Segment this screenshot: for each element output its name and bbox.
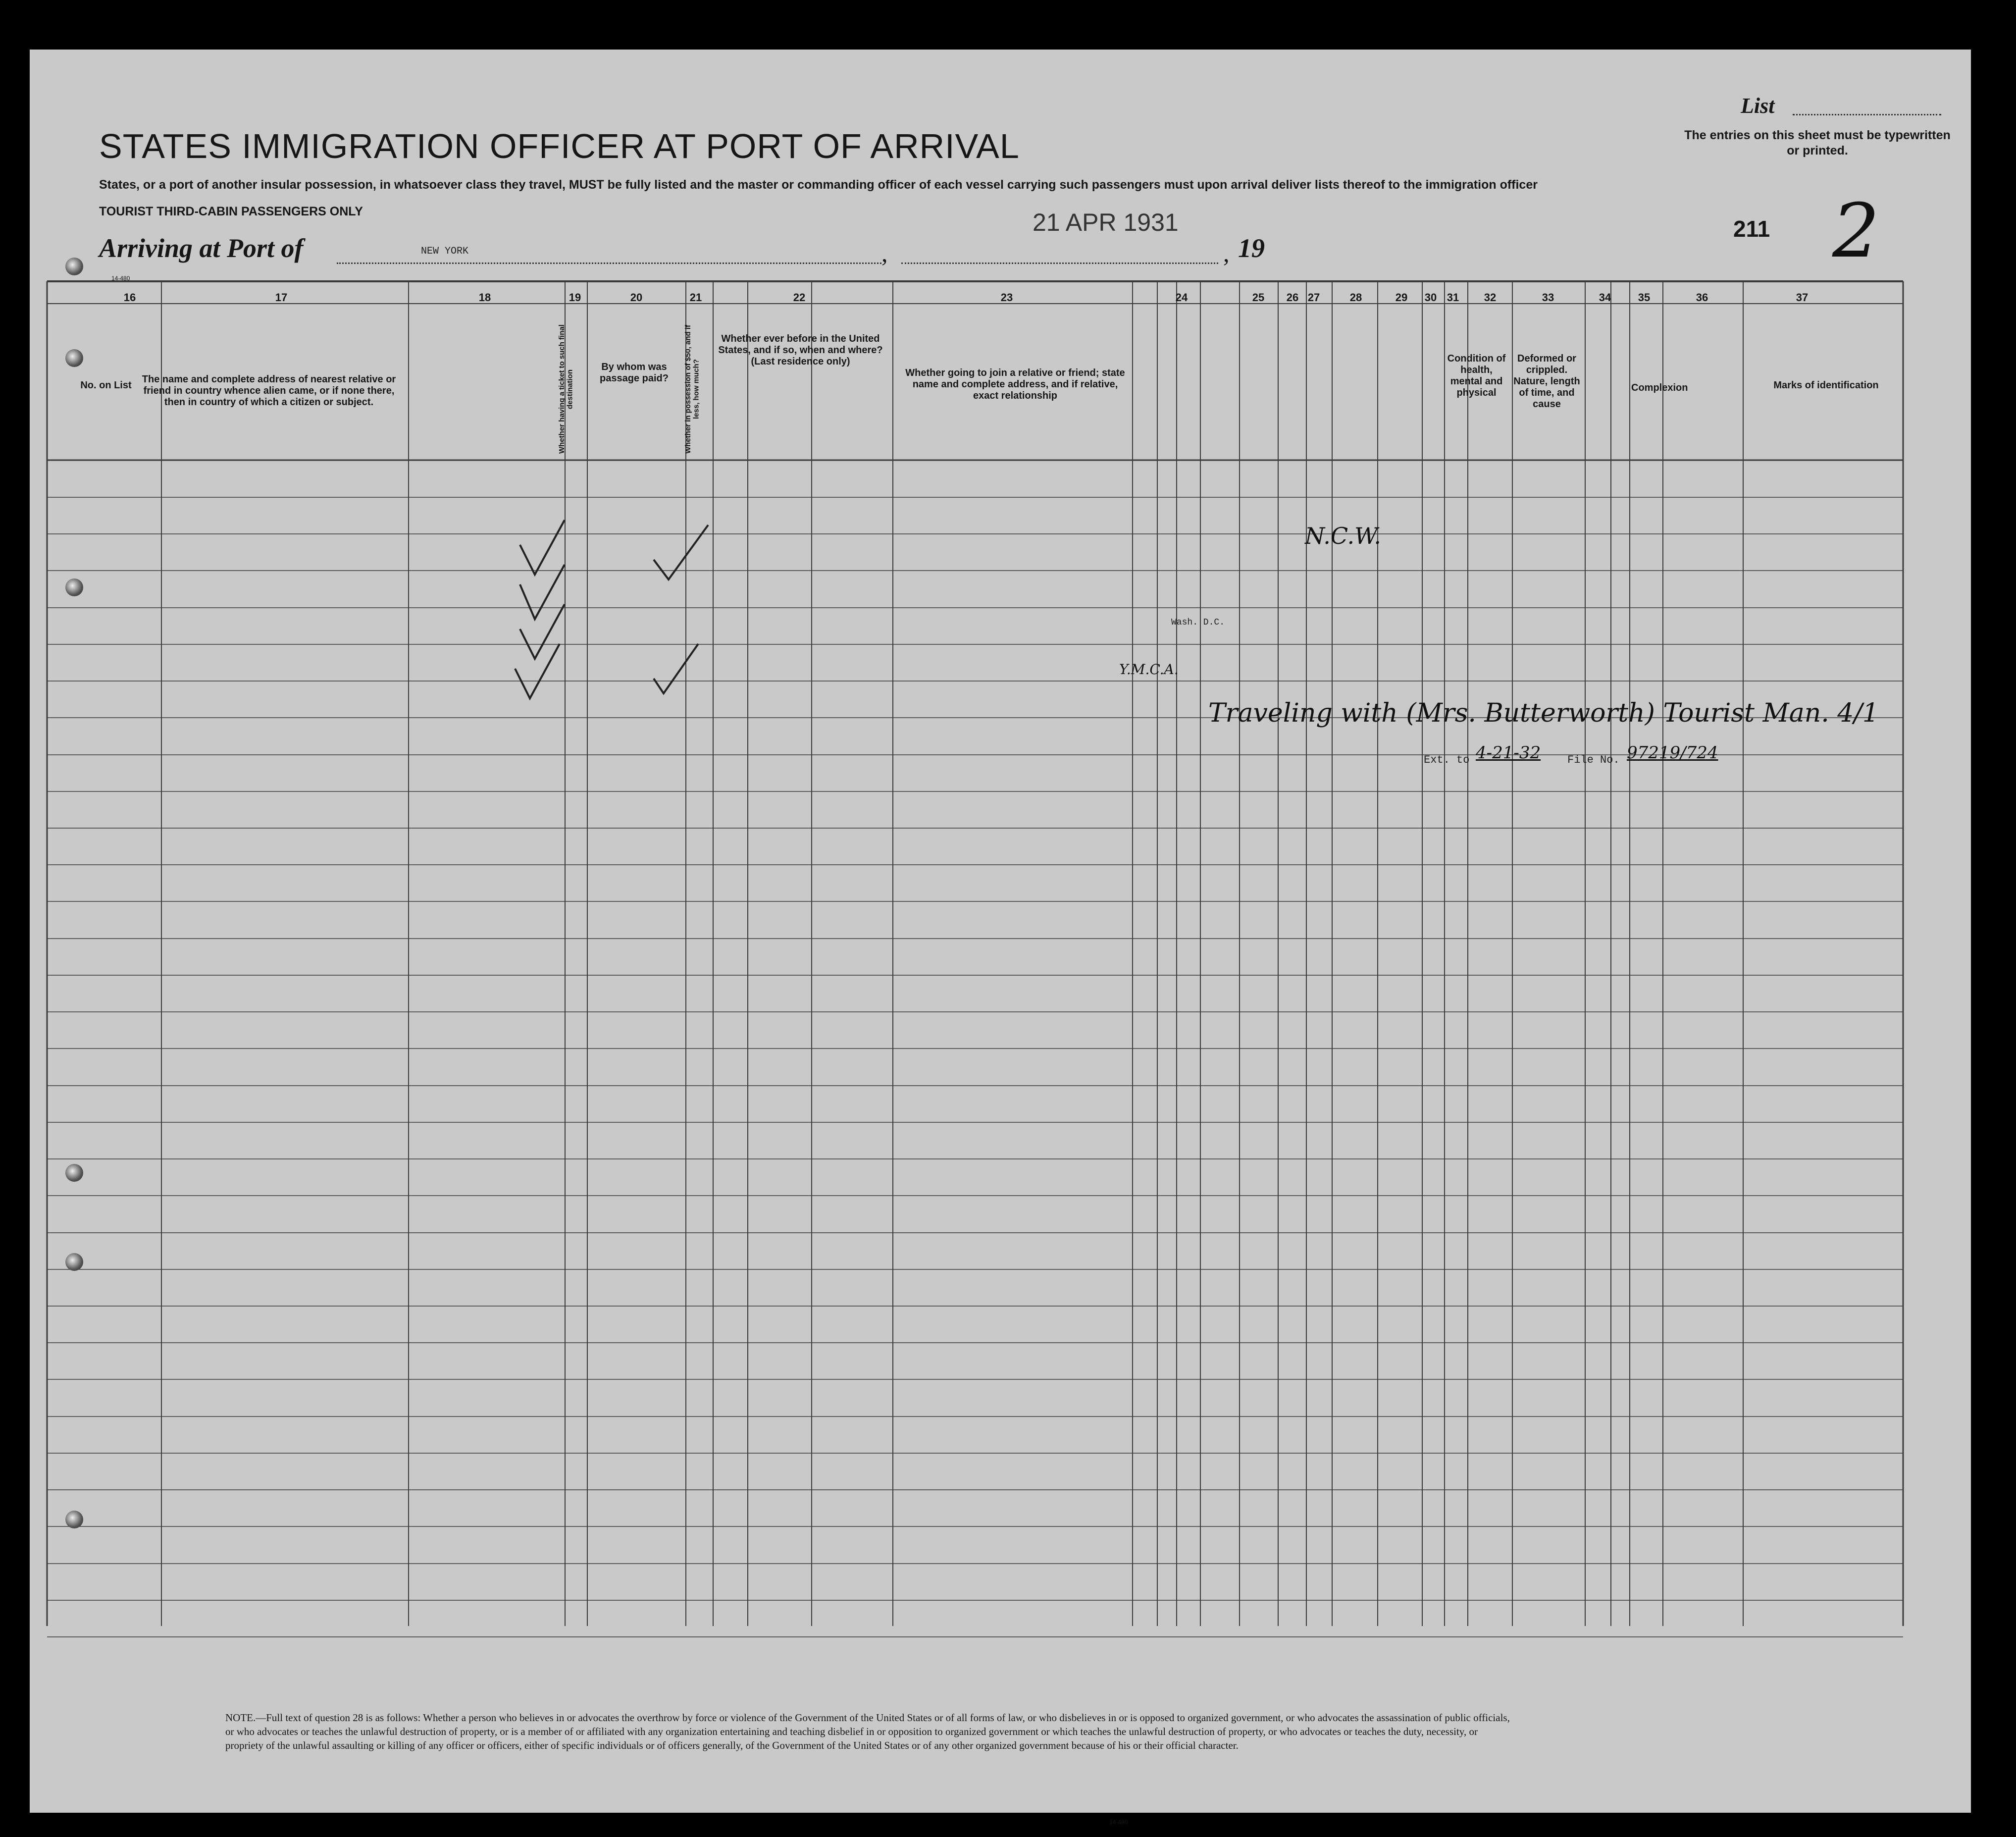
column-number: 37 xyxy=(1796,291,1809,304)
column-number: 16 xyxy=(123,291,136,304)
form-code: 14-480 xyxy=(111,275,130,282)
ymca-annotation: Y.M.C.A. xyxy=(1119,661,1179,678)
column-number: 25 xyxy=(1252,291,1265,304)
column-header-label: Condition of health, mental and physical xyxy=(1447,353,1506,398)
list-number-handwritten: 2 xyxy=(1832,188,1880,274)
arriving-label: Arriving at Port of xyxy=(99,233,304,263)
column-header-label: Deformed or crippled. Nature, length of time, and cause xyxy=(1513,353,1580,410)
traveling-note: Traveling with (Mrs. Butterworth) Tourist Man. 4/1 xyxy=(1208,698,1879,728)
column-number: 33 xyxy=(1542,291,1554,304)
binder-hole-icon xyxy=(65,1164,83,1182)
column-number: 23 xyxy=(1000,291,1013,304)
binder-hole-icon xyxy=(65,578,83,596)
column-number: 35 xyxy=(1638,291,1651,304)
sheet-number: 211 xyxy=(1733,216,1770,242)
column-header-label: Complexion xyxy=(1631,382,1688,393)
binder-hole-icon xyxy=(65,1253,83,1271)
column-header-label: Whether going to join a relative or friend; state name and complete address, and if relative, exact relationship xyxy=(905,367,1125,401)
binder-hole-icon xyxy=(65,1511,83,1528)
column-header-label: Whether having a ticket to such final destination xyxy=(558,324,574,454)
column-number: 21 xyxy=(689,291,702,304)
column-number: 27 xyxy=(1307,291,1320,304)
column-header-label: Marks of identification xyxy=(1773,380,1879,391)
year-prefix: 19 xyxy=(1238,233,1265,263)
column-number: 24 xyxy=(1175,291,1188,304)
column-number: 20 xyxy=(630,291,643,304)
comma-mark: , xyxy=(881,239,888,267)
list-label: List xyxy=(1741,94,1775,118)
column-number: 22 xyxy=(793,291,806,304)
column-number: 30 xyxy=(1424,291,1437,304)
wash-dc-annotation: Wash. D.C. xyxy=(1171,618,1225,628)
footer-code: 14-480 xyxy=(1109,1819,1128,1826)
manifest-sheet xyxy=(30,50,1971,1826)
checkmark-strokes xyxy=(465,515,584,733)
initials-annotation: N.C.W. xyxy=(1305,523,1381,549)
column-number: 26 xyxy=(1286,291,1299,304)
column-number: 32 xyxy=(1484,291,1497,304)
column-header-label: Whether in possession of $50, and if less, how much? xyxy=(684,324,701,454)
comma-mark: , xyxy=(1223,239,1230,267)
column-number: 29 xyxy=(1395,291,1408,304)
extension-label: Ext. to xyxy=(1424,754,1470,766)
port-line xyxy=(337,258,881,264)
page-subtitle: States, or a port of another insular possession, in whatsoever class they travel, MUST be fully listed and the master or commanding officer of each vessel carrying such passengers must upon arrival deliver lists thereof to the immigration officer xyxy=(99,178,1538,192)
binder-hole-icon xyxy=(65,349,83,367)
column-number: 34 xyxy=(1599,291,1611,304)
footnote-question-28: NOTE.—Full text of question 28 is as follows: Whether a person who believes in or advocates the overthrow by force or violence of the Government of the United States or of all forms of law, or who disbelieves in or is opposed to organized government, or who advocates the assassination of public officials, or who advocates or teaches the unlawful destruction of property, or is a member of or affiliated with any organization entertaining and teaching disbelief in or opposition to organized government or which teaches the unlawful destruction of property, or who advocates or teaches the duty, necessity, or propriety of the unlawful assaulting or killing of any officer or officers, either of specific individuals or of officers generally, of the Government of the United States or of any other organized government because of his or their official character. xyxy=(225,1712,1510,1751)
checkmark-strokes xyxy=(644,520,723,708)
page-title: STATES IMMIGRATION OFFICER AT PORT OF ARRIVAL xyxy=(99,127,1020,165)
column-number: 18 xyxy=(478,291,491,304)
column-number: 36 xyxy=(1696,291,1708,304)
form-grid xyxy=(30,50,1971,1813)
date-stamp: 21 APR 1931 xyxy=(1033,209,1179,236)
column-number: 17 xyxy=(275,291,288,304)
column-header-label: The name and complete address of nearest relative or friend in country whence alien came, or if none there, then in country of which a citizen or subject. xyxy=(142,374,396,408)
column-header-label: Whether ever before in the United States, and if so, when and where? (Last residence only) xyxy=(718,333,883,367)
column-number: 31 xyxy=(1447,291,1459,304)
file-label: File No. xyxy=(1567,754,1620,766)
column-number: 28 xyxy=(1349,291,1362,304)
port-value: NEW YORK xyxy=(421,246,469,257)
extension-date: 4-21-32 xyxy=(1476,743,1541,763)
list-line xyxy=(1793,109,1941,115)
typewritten-instruction: The entries on this sheet must be typewritten or printed. xyxy=(1684,128,1951,158)
column-header-label: No. on List xyxy=(80,380,132,391)
column-number: 19 xyxy=(569,291,581,304)
file-number: 97219/724 xyxy=(1627,743,1718,763)
column-header-label: By whom was passage paid? xyxy=(600,362,669,384)
class-line: TOURIST THIRD-CABIN PASSENGERS ONLY xyxy=(99,205,363,218)
binder-hole-icon xyxy=(65,258,83,275)
date-line xyxy=(901,258,1218,264)
